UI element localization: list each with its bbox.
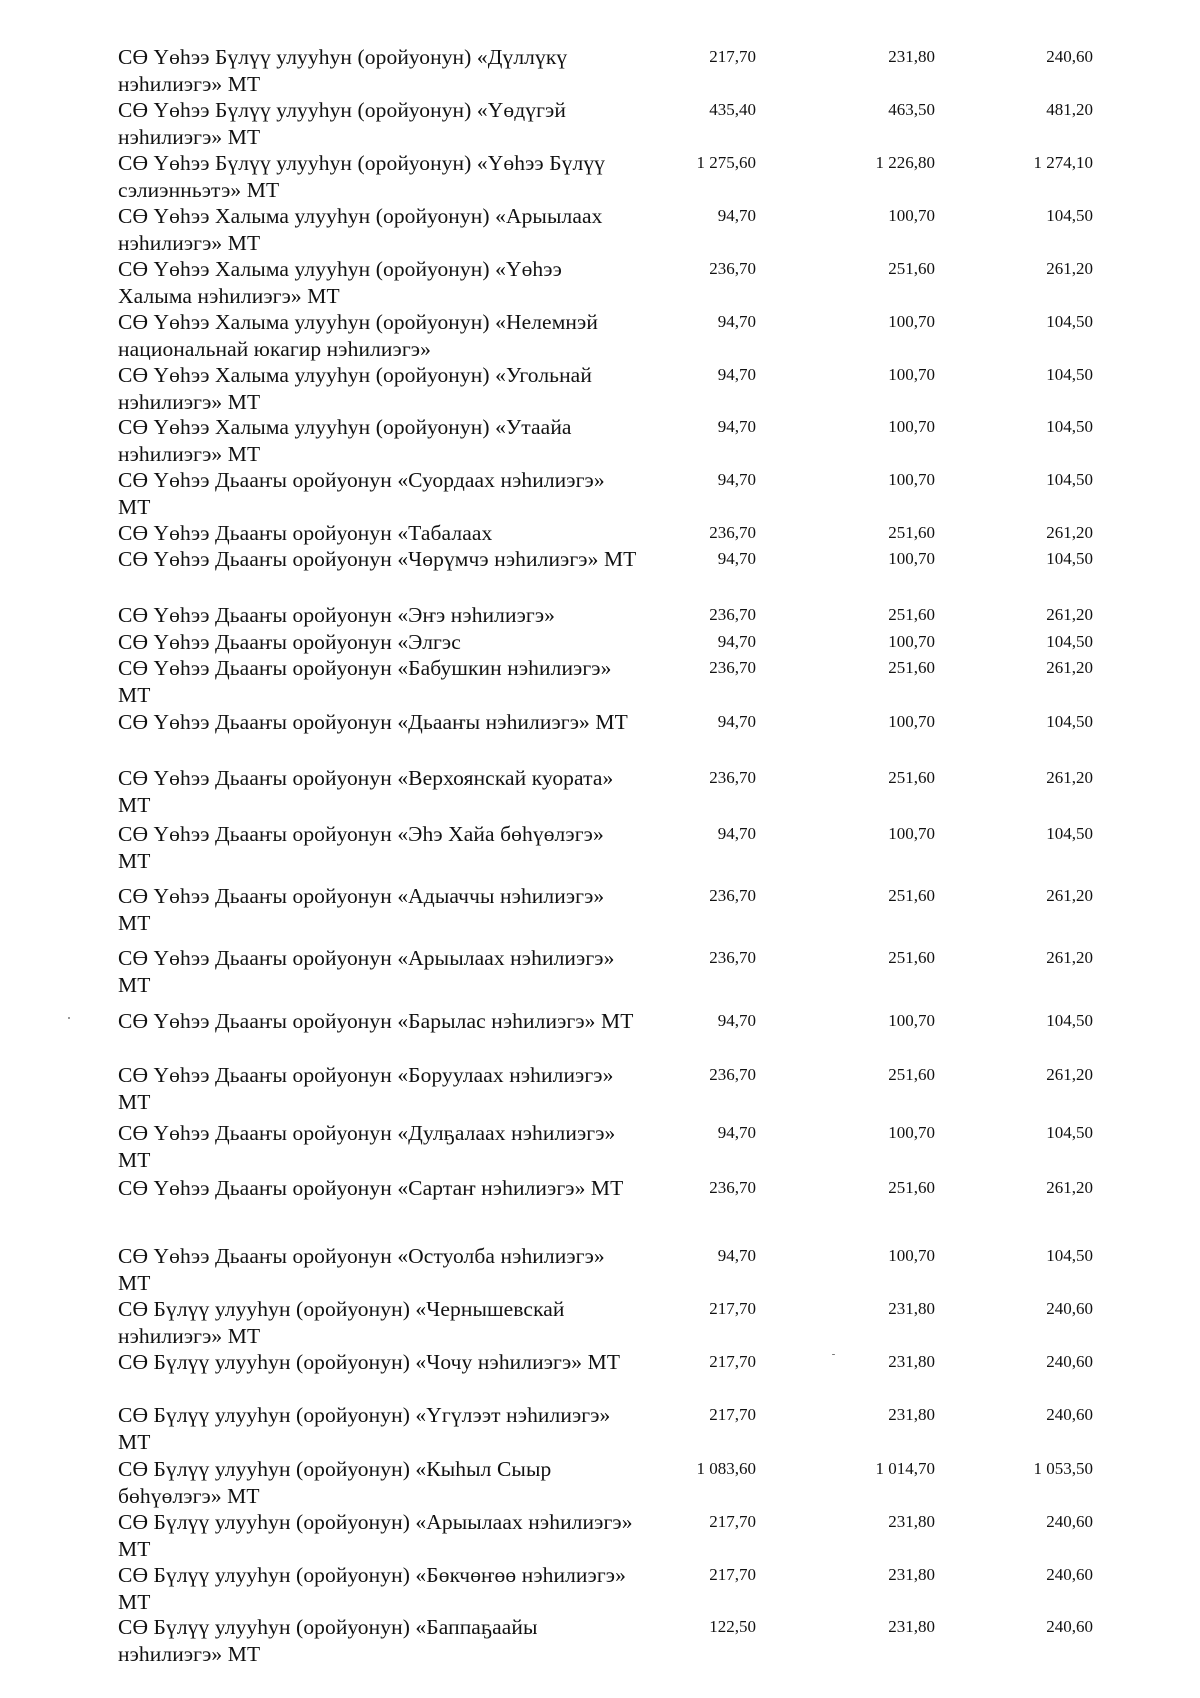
value-col-2: 100,70 (888, 470, 935, 489)
value-col-2: 251,60 (888, 948, 935, 967)
value-col-2: 231,80 (888, 1405, 935, 1424)
municipality-name: СӨ Бүлүү улууһун (оройуонун) «Чернышевскай нэһилиэгэ» МТ (118, 1297, 565, 1348)
value-col-3: 104,50 (1046, 712, 1093, 731)
value-col-2: 100,70 (888, 1246, 935, 1265)
scan-speck (832, 1354, 835, 1355)
value-col-2: 231,80 (888, 1512, 935, 1531)
value-col-2: 231,80 (888, 1565, 935, 1584)
municipality-name: СӨ Үөһээ Дьааҥы оройуонун «Дулҕалаах нэһилиэгэ» МТ (118, 1121, 616, 1172)
value-col-1: 236,70 (709, 886, 756, 905)
municipality-name: СӨ Үөһээ Дьааҥы оройуонун «Верхоянскай куората» МТ (118, 766, 614, 817)
value-col-1: 94,70 (717, 470, 756, 489)
value-col-3: 240,60 (1046, 1299, 1093, 1318)
value-col-1: 94,70 (717, 312, 756, 331)
value-col-2: 251,60 (888, 886, 935, 905)
municipality-name: СӨ Бүлүү улууһун (оройуонун) «Үгүлээт нэһилиэгэ» МТ (118, 1403, 611, 1454)
value-col-1: 236,70 (709, 948, 756, 967)
value-col-3: 240,60 (1046, 1352, 1093, 1371)
value-col-3: 261,20 (1046, 658, 1093, 677)
value-col-1: 236,70 (709, 523, 756, 542)
value-col-2: 251,60 (888, 523, 935, 542)
value-col-2: 100,70 (888, 312, 935, 331)
value-col-1: 236,70 (709, 1065, 756, 1084)
value-col-2: 100,70 (888, 712, 935, 731)
value-col-2: 100,70 (888, 206, 935, 225)
value-col-2: 463,50 (888, 100, 935, 119)
value-col-3: 104,50 (1046, 470, 1093, 489)
municipality-name: СӨ Үөһээ Дьааҥы оройуонун «Элгэс (118, 630, 461, 654)
municipality-name: СӨ Үөһээ Дьааҥы оройуонун «Дьааҥы нэһилиэгэ» МТ (118, 710, 628, 734)
municipality-name: СӨ Үөһээ Халыма улууһун (оройуонун) «Арыылаах нэһилиэгэ» МТ (118, 204, 603, 255)
municipality-name: СӨ Үөһээ Дьааҥы оройуонун «Остуолба нэһилиэгэ» МТ (118, 1244, 605, 1295)
value-col-3: 261,20 (1046, 523, 1093, 542)
municipality-name: СӨ Бүлүү улууһун (оройуонун) «Кыһыл Сыыр бөһүөлэгэ» МТ (118, 1457, 552, 1508)
municipality-name: СӨ Үөһээ Дьааҥы оройуонун «Эҥэ нэһилиэгэ» (118, 603, 556, 627)
municipality-name: СӨ Үөһээ Дьааҥы оройуонун «Арыылаах нэһилиэгэ» МТ (118, 946, 615, 997)
value-col-3: 104,50 (1046, 365, 1093, 384)
value-col-1: 236,70 (709, 605, 756, 624)
value-col-3: 240,60 (1046, 1617, 1093, 1636)
municipality-name: СӨ Үөһээ Халыма улууһун (оройуонун) «Үөһээ Халыма нэһилиэгэ» МТ (118, 257, 562, 308)
value-col-1: 236,70 (709, 1178, 756, 1197)
value-col-3: 1 274,10 (1033, 153, 1093, 172)
value-col-1: 236,70 (709, 658, 756, 677)
value-col-1: 94,70 (717, 549, 756, 568)
municipality-name: СӨ Бүлүү улууһун (оройуонун) «Баппаҕаайы нэһилиэгэ» МТ (118, 1615, 538, 1666)
value-col-1: 94,70 (717, 417, 756, 436)
value-col-3: 104,50 (1046, 312, 1093, 331)
value-col-2: 100,70 (888, 632, 935, 651)
value-col-3: 481,20 (1046, 100, 1093, 119)
municipality-name: СӨ Үөһээ Дьааҥы оройуонун «Чөрүмчэ нэһилиэгэ» МТ (118, 547, 637, 571)
value-col-1: 94,70 (717, 824, 756, 843)
value-col-3: 104,50 (1046, 417, 1093, 436)
municipality-name: СӨ Үөһээ Халыма улууһун (оройуонун) «Нелемнэй национальнай юкагир нэһилиэгэ» (118, 310, 598, 361)
value-col-3: 240,60 (1046, 1405, 1093, 1424)
value-col-1: 217,70 (709, 1565, 756, 1584)
value-col-1: 1 275,60 (696, 153, 756, 172)
value-col-2: 251,60 (888, 658, 935, 677)
municipality-name: СӨ Үөһээ Бүлүү улууһун (оройуонун) «Үөһээ Бүлүү сэлиэнньэтэ» МТ (118, 151, 606, 202)
municipality-name: СӨ Бүлүү улууһун (оройуонун) «Арыылаах нэһилиэгэ» МТ (118, 1510, 633, 1561)
value-col-2: 100,70 (888, 1011, 935, 1030)
municipality-name: СӨ Үөһээ Дьааҥы оройуонун «Адыаччы нэһилиэгэ» МТ (118, 884, 605, 935)
value-col-1: 217,70 (709, 1352, 756, 1371)
value-col-1: 435,40 (709, 100, 756, 119)
value-col-2: 251,60 (888, 768, 935, 787)
municipality-name: СӨ Үөһээ Дьааҥы оройуонун «Суордаах нэһилиэгэ» МТ (118, 468, 605, 519)
value-col-1: 94,70 (717, 632, 756, 651)
value-col-1: 217,70 (709, 1512, 756, 1531)
value-col-1: 217,70 (709, 1405, 756, 1424)
value-col-3: 104,50 (1046, 1246, 1093, 1265)
value-col-3: 104,50 (1046, 1123, 1093, 1142)
municipality-name: СӨ Үөһээ Бүлүү улууһун (оройуонун) «Дүллүкү нэһилиэгэ» МТ (118, 45, 568, 96)
value-col-3: 261,20 (1046, 768, 1093, 787)
municipality-name: СӨ Үөһээ Дьааҥы оройуонун «Эһэ Хайа бөһүөлэгэ» МТ (118, 822, 604, 873)
value-col-2: 231,80 (888, 47, 935, 66)
value-col-2: 231,80 (888, 1617, 935, 1636)
value-col-1: 217,70 (709, 47, 756, 66)
value-col-1: 94,70 (717, 712, 756, 731)
value-col-2: 100,70 (888, 417, 935, 436)
scan-speck (68, 1017, 70, 1019)
value-col-3: 240,60 (1046, 47, 1093, 66)
value-col-2: 100,70 (888, 824, 935, 843)
municipality-name: СӨ Үөһээ Халыма улууһун (оройуонун) «Угольнай нэһилиэгэ» МТ (118, 363, 592, 414)
value-col-2: 100,70 (888, 1123, 935, 1142)
municipality-name: СӨ Үөһээ Дьааҥы оройуонун «Барылас нэһилиэгэ» МТ (118, 1009, 634, 1033)
value-col-3: 240,60 (1046, 1512, 1093, 1531)
value-col-2: 231,80 (888, 1352, 935, 1371)
value-col-3: 104,50 (1046, 632, 1093, 651)
value-col-1: 217,70 (709, 1299, 756, 1318)
value-col-1: 94,70 (717, 1246, 756, 1265)
value-col-2: 100,70 (888, 549, 935, 568)
value-col-1: 122,50 (709, 1617, 756, 1636)
value-col-2: 231,80 (888, 1299, 935, 1318)
value-col-3: 261,20 (1046, 948, 1093, 967)
value-col-2: 251,60 (888, 1178, 935, 1197)
value-col-3: 261,20 (1046, 605, 1093, 624)
value-col-2: 1 014,70 (875, 1459, 935, 1478)
municipality-name: СӨ Үөһээ Дьааҥы оройуонун «Боруулаах нэһилиэгэ» МТ (118, 1063, 614, 1114)
municipality-name: СӨ Үөһээ Дьааҥы оройуонун «Табалаах (118, 521, 493, 545)
value-col-1: 236,70 (709, 259, 756, 278)
value-col-3: 261,20 (1046, 1178, 1093, 1197)
value-col-3: 104,50 (1046, 1011, 1093, 1030)
municipality-name: СӨ Бүлүү улууһун (оройуонун) «Чочу нэһилиэгэ» МТ (118, 1350, 621, 1374)
value-col-1: 94,70 (717, 1011, 756, 1030)
municipality-name: СӨ Бүлүү улууһун (оройуонун) «Бөкчөҥөө нэһилиэгэ» МТ (118, 1563, 626, 1614)
value-col-3: 240,60 (1046, 1565, 1093, 1584)
value-col-3: 104,50 (1046, 824, 1093, 843)
value-col-1: 94,70 (717, 365, 756, 384)
value-col-1: 1 083,60 (696, 1459, 756, 1478)
value-col-1: 94,70 (717, 1123, 756, 1142)
value-col-3: 104,50 (1046, 549, 1093, 568)
value-col-2: 1 226,80 (875, 153, 935, 172)
municipality-name: СӨ Үөһээ Халыма улууһун (оройуонун) «Утаайа нэһилиэгэ» МТ (118, 415, 572, 466)
value-col-3: 104,50 (1046, 206, 1093, 225)
municipality-name: СӨ Үөһээ Дьааҥы оройуонун «Сартаҥ нэһилиэгэ» МТ (118, 1176, 624, 1200)
value-col-2: 251,60 (888, 605, 935, 624)
value-col-2: 251,60 (888, 1065, 935, 1084)
value-col-1: 236,70 (709, 768, 756, 787)
value-col-3: 261,20 (1046, 259, 1093, 278)
value-col-3: 1 053,50 (1033, 1459, 1093, 1478)
value-col-3: 261,20 (1046, 886, 1093, 905)
municipality-name: СӨ Үөһээ Дьааҥы оройуонун «Бабушкин нэһилиэгэ» МТ (118, 656, 612, 707)
value-col-3: 261,20 (1046, 1065, 1093, 1084)
value-col-2: 100,70 (888, 365, 935, 384)
value-col-1: 94,70 (717, 206, 756, 225)
municipality-name: СӨ Үөһээ Бүлүү улууһун (оройуонун) «Үөдүгэй нэһилиэгэ» МТ (118, 98, 566, 149)
value-col-2: 251,60 (888, 259, 935, 278)
